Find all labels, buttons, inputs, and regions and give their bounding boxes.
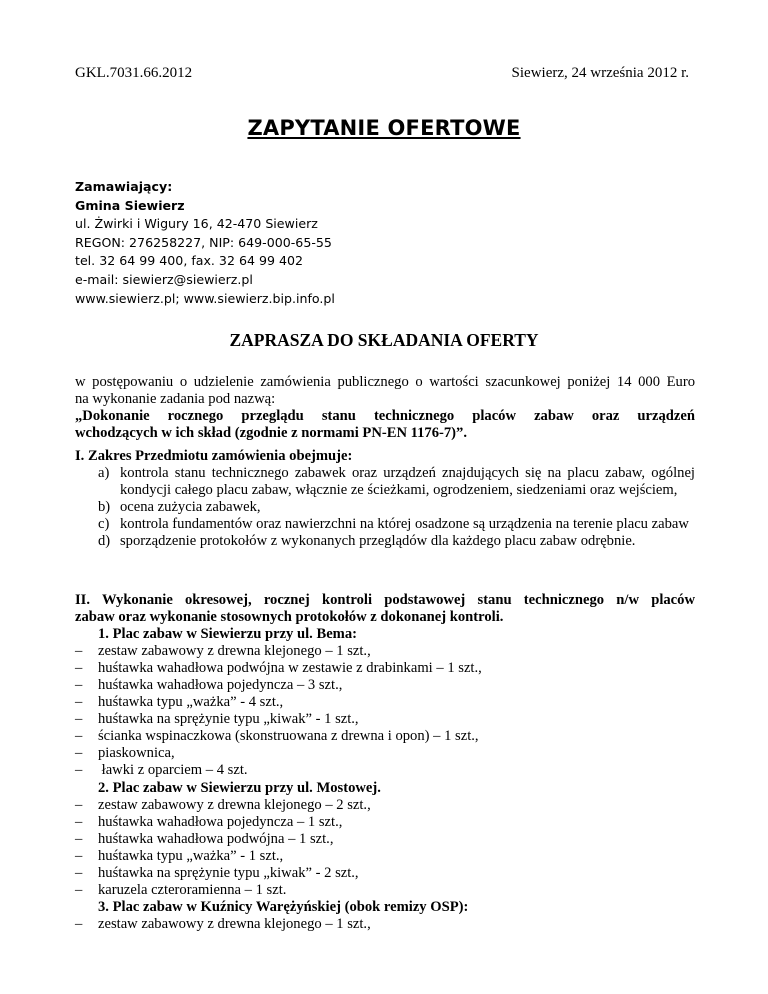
list-item-text: zestaw zabawowy z drewna klejonego – 1 szt.,	[98, 643, 371, 660]
scope-section	[75, 448, 695, 550]
intro-paragraph	[75, 374, 695, 442]
list-item	[75, 865, 695, 882]
list-item-text: huśtawka wahadłowa podwójna – 1 szt.,	[98, 830, 334, 847]
list-item	[75, 814, 695, 831]
scope-item-text: sporządzenie protokołów z wykonanych przeglądów dla każdego placu zabaw odrębnie.	[120, 533, 636, 549]
dash-bullet: –	[75, 677, 83, 694]
scope-item	[75, 516, 695, 533]
list-item-text: huśtawka wahadłowa pojedyncza – 1 szt.,	[98, 813, 343, 830]
dash-bullet: –	[75, 847, 83, 864]
list-item-text: huśtawka typu „ważka” - 1 szt.,	[98, 847, 284, 864]
list-item-text: huśtawka wahadłowa podwójna w zestawie z drabinkami – 1 szt.,	[98, 660, 482, 677]
dash-bullet: –	[75, 745, 83, 762]
scope-item-text: kontrola fundamentów oraz nawierzchni na której osadzone są urządzenia na terenie placu zabaw	[120, 516, 689, 532]
client-name: Gmina Siewierz	[75, 197, 185, 213]
scope-heading: I. Zakres Przedmiotu zamówienia obejmuje:	[75, 448, 353, 464]
dash-bullet: –	[75, 711, 83, 728]
client-phone: tel. 32 64 99 400, fax. 32 64 99 402	[75, 253, 304, 269]
client-address: ul. Żwirki i Wigury 16, 42-470 Siewierz	[75, 216, 318, 232]
list-item-text: huśtawka na sprężynie typu „kiwak” - 2 szt.,	[98, 864, 359, 881]
task-name-line: wchodzących w ich skład (zgodnie z normami PN-EN 1176-7)”.	[75, 425, 467, 441]
intro-line: w postępowaniu o udzielenie zamówienia publicznego o wartości szacunkowej poniżej 14 000 Euro	[75, 374, 695, 390]
list-item	[75, 745, 695, 762]
inspection-section	[75, 592, 695, 933]
playground-title: 1. Plac zabaw w Siewierzu przy ul. Bema:	[98, 626, 357, 643]
list-item	[75, 797, 695, 814]
place-and-date: Siewierz, 24 września 2012 r.	[511, 65, 689, 81]
scope-item-text: ocena zużycia zabawek,	[120, 499, 261, 515]
scope-item	[75, 465, 695, 499]
dash-bullet: –	[75, 728, 83, 745]
list-item-text: ścianka wspinaczkowa (skonstruowana z drewna i opon) – 1 szt.,	[98, 728, 479, 745]
list-item	[75, 711, 695, 728]
list-item	[75, 660, 695, 677]
list-item-text: piaskownica,	[98, 745, 175, 762]
list-item	[75, 848, 695, 865]
dash-bullet: –	[75, 830, 83, 847]
intro-line: na wykonanie zadania pod nazwą:	[75, 391, 276, 407]
client-email: e-mail: siewierz@siewierz.pl	[75, 271, 253, 287]
scope-item-label: c)	[98, 516, 110, 532]
inspection-heading: zabaw oraz wykonanie stosownych protokołów z dokonanej kontroli.	[75, 609, 504, 626]
client-block	[75, 178, 335, 308]
dash-bullet: –	[75, 796, 83, 813]
list-item-text: huśtawka na sprężynie typu „kiwak” - 1 szt.,	[98, 711, 359, 728]
list-item-text: huśtawka wahadłowa pojedyncza – 3 szt.,	[98, 677, 343, 694]
playground-title: 2. Plac zabaw w Siewierzu przy ul. Mostowej.	[98, 779, 381, 796]
list-item-text: zestaw zabawowy z drewna klejonego – 1 szt.,	[98, 915, 371, 932]
task-name-line: „Dokonanie rocznego przeglądu stanu technicznego placów zabaw oraz urządzeń	[75, 408, 695, 424]
scope-item-label: b)	[98, 499, 111, 515]
playground-title: 3. Plac zabaw w Kuźnicy Warężyńskiej (obok remizy OSP):	[98, 898, 469, 915]
scope-item-label: a)	[98, 465, 110, 481]
list-item	[75, 694, 695, 711]
client-label: Zamawiający:	[75, 179, 173, 194]
list-item	[75, 728, 695, 745]
list-item	[75, 762, 695, 779]
invitation-heading: ZAPRASZA DO SKŁADANIA OFERTY	[229, 330, 539, 350]
client-www: www.siewierz.pl; www.siewierz.bip.info.pl	[75, 290, 335, 306]
scope-item	[75, 533, 695, 550]
page-title: ZAPYTANIE OFERTOWE	[247, 116, 521, 140]
reference-number: GKL.7031.66.2012	[75, 65, 193, 81]
scope-item	[75, 499, 695, 516]
dash-bullet: –	[75, 643, 83, 660]
list-item	[75, 916, 695, 933]
list-item-text: zestaw zabawowy z drewna klejonego – 2 szt.,	[98, 796, 371, 813]
scope-item-text: kontrola stanu technicznego zabawek oraz urządzeń znajdujących się na placu zabaw, ogólnej kondycji całego placu zabaw, włącznie ze ścieżkami, ogrodzeniem, siedzeniami oraz wejściem,	[120, 465, 695, 498]
inspection-heading: II. Wykonanie okresowej, rocznej kontroli podstawowej stanu technicznego n/w placów	[75, 592, 695, 608]
dash-bullet: –	[75, 694, 83, 711]
dash-bullet: –	[75, 864, 83, 881]
list-item	[75, 882, 695, 899]
list-item-text: huśtawka typu „ważka” - 4 szt.,	[98, 694, 284, 711]
list-item-text: ławki z oparciem – 4 szt.	[98, 762, 248, 779]
dash-bullet: –	[75, 881, 83, 898]
client-ids: REGON: 276258227, NIP: 649-000-65-55	[75, 234, 332, 250]
list-item-text: karuzela czteroramienna – 1 szt.	[98, 881, 287, 898]
scope-item-label: d)	[98, 533, 111, 549]
dash-bullet: –	[75, 660, 83, 677]
dash-bullet: –	[75, 813, 83, 830]
list-item	[75, 677, 695, 694]
dash-bullet: –	[75, 762, 83, 779]
dash-bullet: –	[75, 915, 83, 932]
list-item	[75, 831, 695, 848]
list-item	[75, 643, 695, 660]
